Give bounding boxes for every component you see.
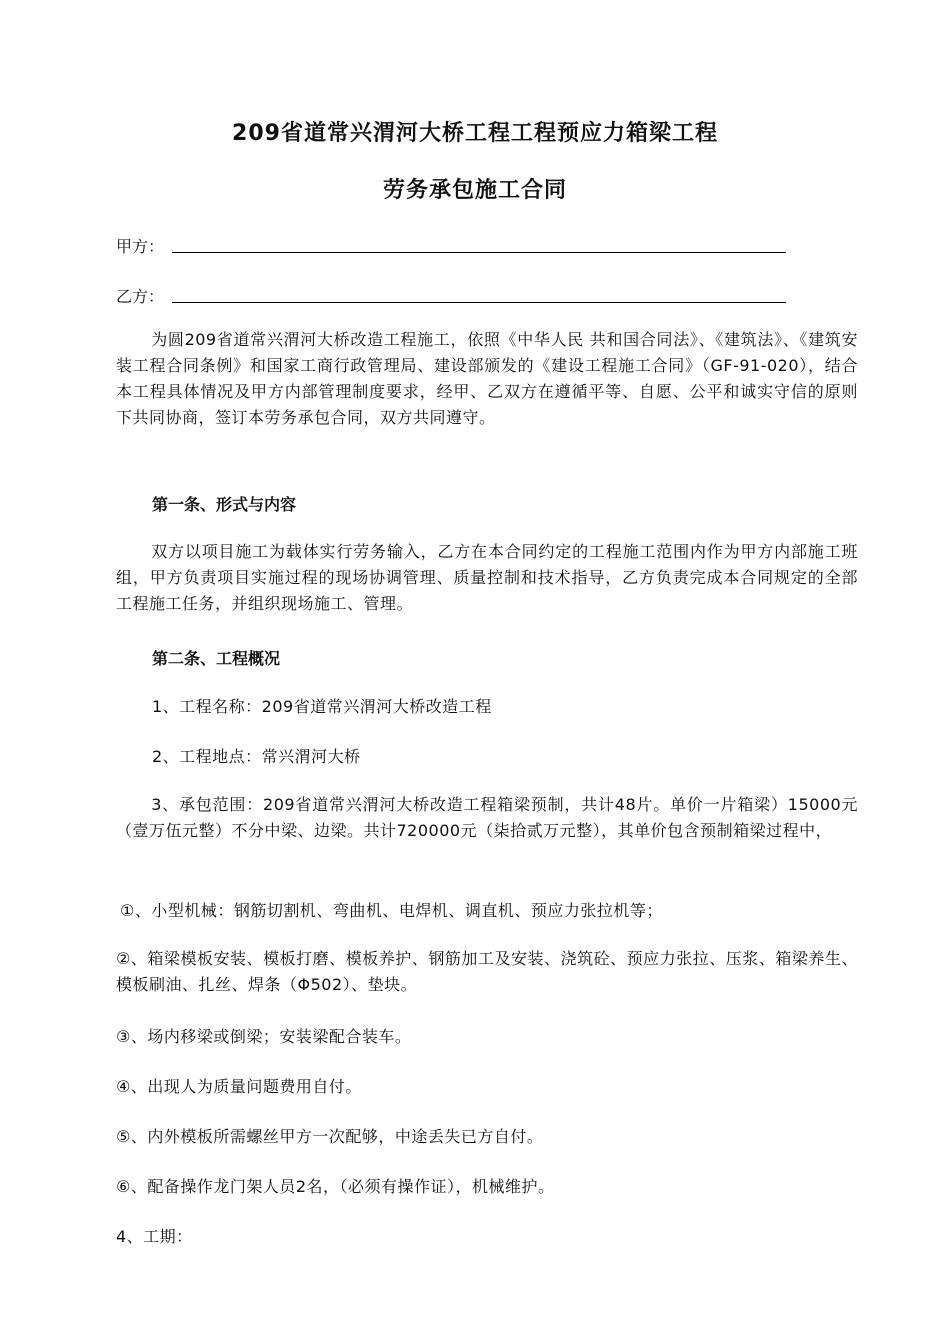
article2-heading: 第二条、工程概况 [152, 649, 281, 668]
party-a-field [116, 234, 786, 258]
article1-heading: 第一条、形式与内容 [152, 495, 297, 514]
sub-item-formwork-screws: ⑤、内外模板所需螺丝甲方一次配够，中途丢失已方自付。 [116, 1127, 544, 1146]
sub-item-beam-moving: ③、场内移梁或倒梁；安装梁配合装车。 [116, 1027, 412, 1046]
document-title: 209省道常兴渭河大桥工程工程预应力箱梁工程 [232, 121, 718, 146]
item-contract-scope: 3、承包范围：209省道常兴渭河大桥改造工程箱梁预制，共计48片。单价一片箱梁）15000元（壹万伍元整）不分中梁、边梁。共计720000元（柒拾贰万元整），其单价包含预制箱梁过程中， [116, 795, 858, 840]
party-b-blank-line [172, 302, 786, 303]
intro-paragraph: 为圆209省道常兴渭河大桥改造工程施工，依照《中华人民 共和国合同法》、《建筑法》、《建筑安装工程合同条例》和国家工商行政管理局、建设部颁发的《建设工程施工合同》（GF-91-020），结合本工程具体情况及甲方内部管理制度要求，经甲、乙双方在遵循平等、自愿、公平和诚实守信的原则下共同协商，签订本劳务承包合同，双方共同遵守。 [116, 330, 858, 427]
sub-item-quality-cost: ④、出现人为质量问题费用自付。 [116, 1077, 362, 1096]
party-a-label: 甲方： [116, 237, 165, 256]
party-b-label: 乙方： [116, 287, 165, 306]
item-project-name: 1、工程名称：209省道常兴渭河大桥改造工程 [152, 697, 492, 716]
sub-item-formwork: ②、箱梁模板安装、模板打磨、模板养护、钢筋加工及安装、浇筑砼、预应力张拉、压浆、箱梁养生、模板刷油、扎丝、焊条（Φ502）、垫块。 [116, 949, 858, 994]
sub-item-small-machinery: ①、小型机械：钢筋切割机、弯曲机、电焊机、调直机、预应力张拉机等； [120, 901, 663, 920]
sub-item-gantry-operators: ⑥、配备操作龙门架人员2名，（必须有操作证），机械维护。 [116, 1177, 555, 1196]
party-a-blank-line [172, 252, 786, 253]
party-b-field [116, 284, 786, 308]
document-subtitle: 劳务承包施工合同 [382, 178, 567, 203]
article1-paragraph: 双方以项目施工为载体实行劳务输入，乙方在本合同约定的工程施工范围内作为甲方内部施工班组，甲方负责项目实施过程的现场协调管理、质量控制和技术指导，乙方负责完成本合同规定的全部工程施工任务，并组织现场施工、管理。 [116, 542, 858, 613]
item-project-location: 2、工程地点：常兴渭河大桥 [152, 747, 361, 766]
item-construction-period: 4、工期： [116, 1227, 193, 1246]
